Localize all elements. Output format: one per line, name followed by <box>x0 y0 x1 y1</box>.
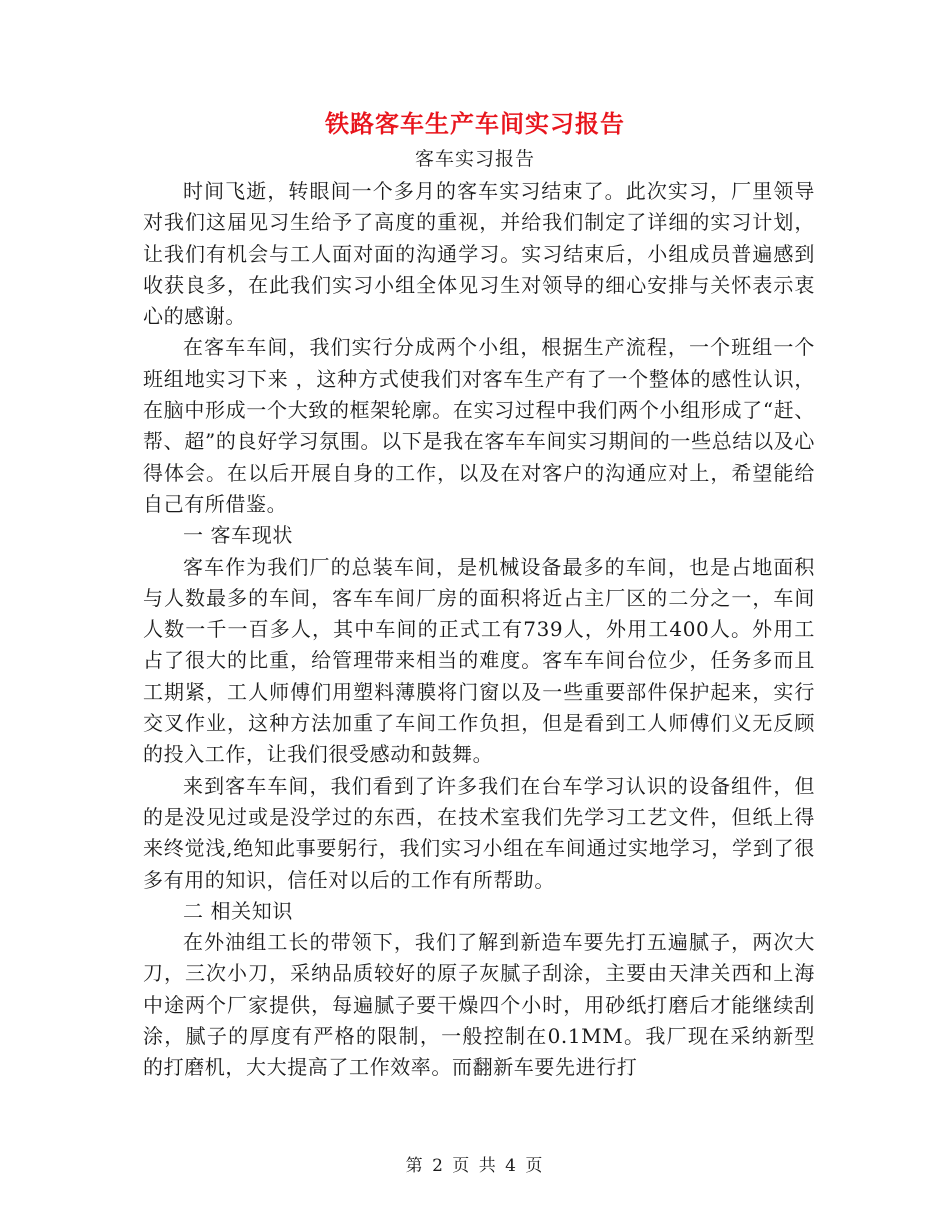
paragraph-status-1: 客车作为我们厂的总装车间，是机械设备最多的车间，也是占地面积与人数最多的车间，客车车间厂房的面积将近占主厂区的二分之一，车间人数一千一百多人，其中车间的正式工有739人，外用工400人。外用工占了很大的比重，给管理带来相当的难度。客车车间台位少，任务多而且工期紧，工人师傅们用塑料薄膜将门窗以及一些重要部件保护起来，实行交叉作业，这种方法加重了车间工作负担，但是看到工人师傅们义无反顾的投入工作，让我们很受感动和鼓舞。 <box>143 554 815 767</box>
document-title: 铁路客车生产车间实习报告 <box>325 109 625 138</box>
document-subtitle: 客车实习报告 <box>414 148 535 170</box>
document-body <box>143 176 815 1084</box>
section-heading-status: 一 客车现状 <box>183 523 293 548</box>
section-heading-knowledge: 二 相关知识 <box>183 898 293 923</box>
paragraph-intro-2: 在客车车间，我们实行分成两个小组，根据生产流程，一个班组一个班组地实习下来 ，这种方式使我们对客车生产有了一个整体的感性认识，在脑中形成一个大致的框架轮廓。在实习过程中我们两个小组形成了“赶、帮、超”的良好学习氛围。以下是我在客车车间实习期间的一些总结以及心得体会。在以后开展自身的工作，以及在对客户的沟通应对上，希望能给自己有所借鉴。 <box>143 335 815 516</box>
paragraph-intro-1: 时间飞逝，转眼间一个多月的客车实习结束了。此次实习，厂里领导对我们这届见习生给予了高度的重视，并给我们制定了详细的实习计划，让我们有机会与工人面对面的沟通学习。实习结束后，小组成员普遍感到收获良多，在此我们实习小组全体见习生对领导的细心安排与关怀表示衷心的感谢。 <box>143 179 815 329</box>
paragraph-status-2: 来到客车车间，我们看到了许多我们在台车学习认识的设备组件，但的是没见过或是没学过的东西，在技术室我们先学习工艺文件，但纸上得来终觉浅,绝知此事要躬行，我们实习小组在车间通过实地学习，学到了很多有用的知识，信任对以后的工作有所帮助。 <box>143 773 815 892</box>
page-number-footer: 第 2 页 共 4 页 <box>405 1156 545 1176</box>
paragraph-knowledge-1: 在外油组工长的带领下，我们了解到新造车要先打五遍腻子，两次大刀，三次小刀，采纳品质较好的原子灰腻子刮涂，主要由天津关西和上海中途两个厂家提供，每遍腻子要干燥四个小时，用砂纸打磨后才能继续刮涂，腻子的厚度有严格的限制，一般控制在0.1MM。我厂现在采纳新型的打磨机，大大提高了工作效率。而翻新车要先进行打 <box>143 930 815 1080</box>
